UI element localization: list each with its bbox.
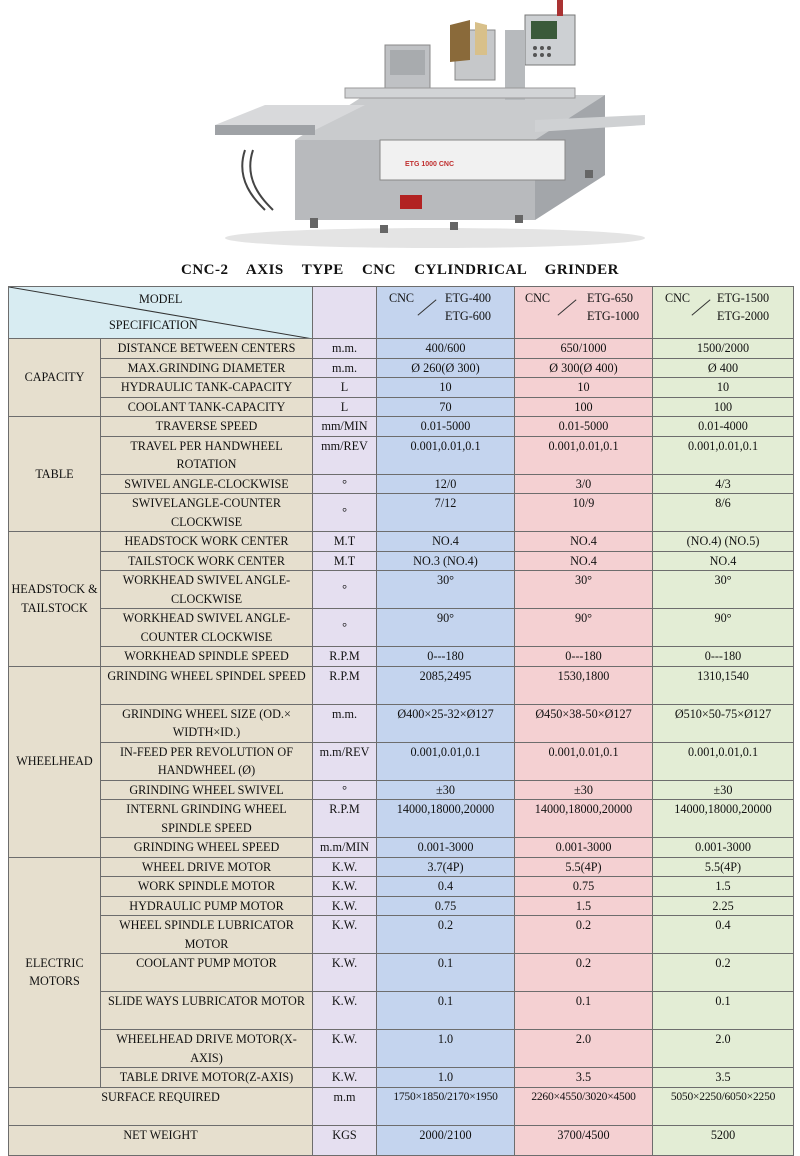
value-cell: 10: [653, 378, 794, 398]
table-row: [9, 1068, 794, 1088]
spec-label: IN-FEED PER REVOLUTION OF HANDWHEEL (Ø): [101, 742, 313, 780]
value-cell: 0---180: [377, 647, 515, 667]
value-cell: 14000,18000,20000: [515, 800, 653, 838]
value-cell: 1310,1540: [653, 666, 794, 704]
value-cell: NO.4: [515, 532, 653, 552]
table-row: [9, 838, 794, 858]
spec-label: TAILSTOCK WORK CENTER: [101, 551, 313, 571]
machine-photo: [205, 0, 660, 258]
value-cell: 0.01-5000: [515, 417, 653, 437]
table-row: [9, 954, 794, 992]
value-cell: 1.0: [377, 1068, 515, 1088]
value-cell: NO.4: [515, 551, 653, 571]
spec-label: DISTANCE BETWEEN CENTERS: [101, 339, 313, 359]
spec-label: TRAVEL PER HANDWHEEL ROTATION: [101, 436, 313, 474]
value-cell: 8/6: [653, 494, 794, 532]
value-cell: 30°: [377, 571, 515, 609]
table-row: [9, 417, 794, 437]
value-cell: 5200: [653, 1125, 794, 1155]
spec-label: SWIVEL ANGLE-CLOCKWISE: [101, 474, 313, 494]
table-row: [9, 1087, 794, 1125]
table-row: [9, 378, 794, 398]
unit-cell: m.m/MIN: [313, 838, 377, 858]
table-row: [9, 916, 794, 954]
unit-cell: °: [313, 609, 377, 647]
value-cell: NO.4: [377, 532, 515, 552]
spec-label: WHEEL DRIVE MOTOR: [101, 857, 313, 877]
unit-cell: K.W.: [313, 857, 377, 877]
unit-cell: K.W.: [313, 1068, 377, 1088]
table-row: [9, 666, 794, 704]
value-cell: ±30: [377, 780, 515, 800]
value-cell: 0.1: [377, 954, 515, 992]
table-row: [9, 494, 794, 532]
spec-label: GRINDING WHEEL SPEED: [101, 838, 313, 858]
value-cell: Ø450×38-50×Ø127: [515, 704, 653, 742]
group-label: TABLE: [9, 417, 101, 532]
header-model-3: CNC ETG-1500 ETG-2000: [653, 287, 794, 339]
unit-cell: KGS: [313, 1125, 377, 1155]
value-cell: 1750×1850/2170×1950: [377, 1087, 515, 1125]
value-cell: 0---180: [653, 647, 794, 667]
value-cell: 0.4: [377, 877, 515, 897]
table-row: [9, 339, 794, 359]
value-cell: 2000/2100: [377, 1125, 515, 1155]
group-label: CAPACITY: [9, 339, 101, 417]
spec-label: TABLE DRIVE MOTOR(Z-AXIS): [101, 1068, 313, 1088]
table-row: [9, 532, 794, 552]
unit-cell: K.W.: [313, 1030, 377, 1068]
value-cell: 3.5: [653, 1068, 794, 1088]
value-cell: 3/0: [515, 474, 653, 494]
unit-cell: °: [313, 780, 377, 800]
value-cell: 2085,2495: [377, 666, 515, 704]
spec-label: COOLANT PUMP MOTOR: [101, 954, 313, 992]
value-cell: 100: [653, 397, 794, 417]
unit-cell: mm/REV: [313, 436, 377, 474]
spec-label: WORK SPINDLE MOTOR: [101, 877, 313, 897]
table-row: [9, 742, 794, 780]
spec-label: GRINDING WHEEL SIZE (OD.× WIDTH×ID.): [101, 704, 313, 742]
value-cell: 0.001,0.01,0.1: [653, 436, 794, 474]
value-cell: ±30: [515, 780, 653, 800]
value-cell: 0.2: [515, 954, 653, 992]
spec-label: WORKHEAD SWIVEL ANGLE-COUNTER CLOCKWISE: [101, 609, 313, 647]
value-cell: ±30: [653, 780, 794, 800]
unit-cell: m.m/REV: [313, 742, 377, 780]
spec-label: WORKHEAD SPINDLE SPEED: [101, 647, 313, 667]
value-cell: 1.5: [653, 877, 794, 897]
value-cell: Ø 300(Ø 400): [515, 358, 653, 378]
value-cell: 0.001,0.01,0.1: [377, 742, 515, 780]
value-cell: 5050×2250/6050×2250: [653, 1087, 794, 1125]
value-cell: 30°: [515, 571, 653, 609]
spec-label: NET WEIGHT: [9, 1125, 313, 1155]
table-row: [9, 1030, 794, 1068]
value-cell: Ø 260(Ø 300): [377, 358, 515, 378]
value-cell: 14000,18000,20000: [653, 800, 794, 838]
unit-cell: m.m.: [313, 339, 377, 359]
spec-label: GRINDING WHEEL SWIVEL: [101, 780, 313, 800]
unit-cell: M.T: [313, 532, 377, 552]
unit-cell: °: [313, 474, 377, 494]
value-cell: 2.25: [653, 896, 794, 916]
value-cell: 90°: [515, 609, 653, 647]
value-cell: 0.2: [377, 916, 515, 954]
value-cell: Ø 400: [653, 358, 794, 378]
unit-cell: °: [313, 571, 377, 609]
value-cell: 0.1: [515, 992, 653, 1030]
unit-cell: L: [313, 397, 377, 417]
spec-label: WORKHEAD SWIVEL ANGLE-CLOCKWISE: [101, 571, 313, 609]
value-cell: 1.5: [515, 896, 653, 916]
machine-label: ETG 1000 CNC: [405, 161, 455, 168]
value-cell: 90°: [377, 609, 515, 647]
spec-label: SWIVELANGLE-COUNTER CLOCKWISE: [101, 494, 313, 532]
value-cell: 10/9: [515, 494, 653, 532]
header-row: [9, 287, 794, 339]
value-cell: 70: [377, 397, 515, 417]
value-cell: 0.001-3000: [377, 838, 515, 858]
header-model: MODEL: [139, 292, 183, 306]
table-row: [9, 877, 794, 897]
value-cell: 90°: [653, 609, 794, 647]
unit-cell: K.W.: [313, 896, 377, 916]
value-cell: 0---180: [515, 647, 653, 667]
value-cell: 1.0: [377, 1030, 515, 1068]
table-row: [9, 358, 794, 378]
value-cell: 650/1000: [515, 339, 653, 359]
header-corner-cell: [9, 287, 313, 339]
value-cell: 0.75: [377, 896, 515, 916]
table-row: [9, 800, 794, 838]
unit-cell: K.W.: [313, 954, 377, 992]
value-cell: Ø400×25-32×Ø127: [377, 704, 515, 742]
spec-label: COOLANT TANK-CAPACITY: [101, 397, 313, 417]
value-cell: 0.1: [653, 992, 794, 1030]
value-cell: 5.5(4P): [653, 857, 794, 877]
header-model-1: CNC ETG-400 ETG-600: [377, 287, 515, 339]
table-row: [9, 896, 794, 916]
value-cell: 10: [515, 378, 653, 398]
value-cell: 0.001,0.01,0.1: [377, 436, 515, 474]
value-cell: 0.4: [653, 916, 794, 954]
value-cell: 400/600: [377, 339, 515, 359]
value-cell: 7/12: [377, 494, 515, 532]
table-row: [9, 780, 794, 800]
value-cell: 0.01-4000: [653, 417, 794, 437]
spec-label: TRAVERSE SPEED: [101, 417, 313, 437]
unit-cell: R.P.M: [313, 647, 377, 667]
value-cell: NO.3 (NO.4): [377, 551, 515, 571]
table-row: [9, 474, 794, 494]
value-cell: 3.5: [515, 1068, 653, 1088]
page-title: CNC-2 AXIS TYPE CNC CYLINDRICAL GRINDER: [180, 262, 619, 278]
table-row: [9, 704, 794, 742]
table-row: [9, 857, 794, 877]
spec-label: GRINDING WHEEL SPINDEL SPEED: [101, 666, 313, 704]
value-cell: 0.001-3000: [653, 838, 794, 858]
value-cell: 14000,18000,20000: [377, 800, 515, 838]
spec-table: [8, 286, 794, 1156]
group-label: ELECTRIC MOTORS: [9, 857, 101, 1087]
spec-label: WHEELHEAD DRIVE MOTOR(X-AXIS): [101, 1030, 313, 1068]
unit-cell: m.m: [313, 1087, 377, 1125]
value-cell: Ø510×50-75×Ø127: [653, 704, 794, 742]
value-cell: 1500/2000: [653, 339, 794, 359]
table-row: [9, 1125, 794, 1155]
unit-cell: K.W.: [313, 992, 377, 1030]
spec-label: SURFACE REQUIRED: [9, 1087, 313, 1125]
value-cell: 30°: [653, 571, 794, 609]
unit-cell: m.m.: [313, 358, 377, 378]
spec-label: HEADSTOCK WORK CENTER: [101, 532, 313, 552]
spec-label: SLIDE WAYS LUBRICATOR MOTOR: [101, 992, 313, 1030]
value-cell: (NO.4) (NO.5): [653, 532, 794, 552]
spec-label: INTERNL GRINDING WHEEL SPINDLE SPEED: [101, 800, 313, 838]
unit-cell: R.P.M: [313, 666, 377, 704]
value-cell: 0.2: [515, 916, 653, 954]
header-spec: SPECIFICATION: [109, 318, 198, 332]
unit-cell: m.m.: [313, 704, 377, 742]
value-cell: 3700/4500: [515, 1125, 653, 1155]
table-row: [9, 397, 794, 417]
value-cell: 10: [377, 378, 515, 398]
value-cell: 3.7(4P): [377, 857, 515, 877]
table-row: [9, 647, 794, 667]
value-cell: 0.001-3000: [515, 838, 653, 858]
spec-label: WHEEL SPINDLE LUBRICATOR MOTOR: [101, 916, 313, 954]
value-cell: 2.0: [515, 1030, 653, 1068]
unit-cell: K.W.: [313, 877, 377, 897]
value-cell: 100: [515, 397, 653, 417]
table-row: [9, 551, 794, 571]
value-cell: 4/3: [653, 474, 794, 494]
table-row: [9, 571, 794, 609]
value-cell: 2.0: [653, 1030, 794, 1068]
spec-label: HYDRAULIC PUMP MOTOR: [101, 896, 313, 916]
table-row: [9, 992, 794, 1030]
value-cell: 0.001,0.01,0.1: [515, 436, 653, 474]
unit-cell: M.T: [313, 551, 377, 571]
header-model-2: CNC ETG-650 ETG-1000: [515, 287, 653, 339]
spec-label: HYDRAULIC TANK-CAPACITY: [101, 378, 313, 398]
value-cell: 2260×4550/3020×4500: [515, 1087, 653, 1125]
table-row: [9, 436, 794, 474]
spec-table-body: [9, 287, 794, 1156]
unit-cell: K.W.: [313, 916, 377, 954]
unit-cell: R.P.M: [313, 800, 377, 838]
value-cell: 12/0: [377, 474, 515, 494]
spec-label: MAX.GRINDING DIAMETER: [101, 358, 313, 378]
value-cell: 0.001,0.01,0.1: [653, 742, 794, 780]
value-cell: 0.2: [653, 954, 794, 992]
group-label: WHEELHEAD: [9, 666, 101, 857]
header-unit-cell: [313, 287, 377, 339]
value-cell: 0.75: [515, 877, 653, 897]
table-row: [9, 609, 794, 647]
value-cell: 0.1: [377, 992, 515, 1030]
group-label: HEADSTOCK & TAILSTOCK: [9, 532, 101, 667]
value-cell: NO.4: [653, 551, 794, 571]
unit-cell: L: [313, 378, 377, 398]
unit-cell: °: [313, 494, 377, 532]
value-cell: 5.5(4P): [515, 857, 653, 877]
value-cell: 1530,1800: [515, 666, 653, 704]
value-cell: 0.001,0.01,0.1: [515, 742, 653, 780]
unit-cell: mm/MIN: [313, 417, 377, 437]
value-cell: 0.01-5000: [377, 417, 515, 437]
